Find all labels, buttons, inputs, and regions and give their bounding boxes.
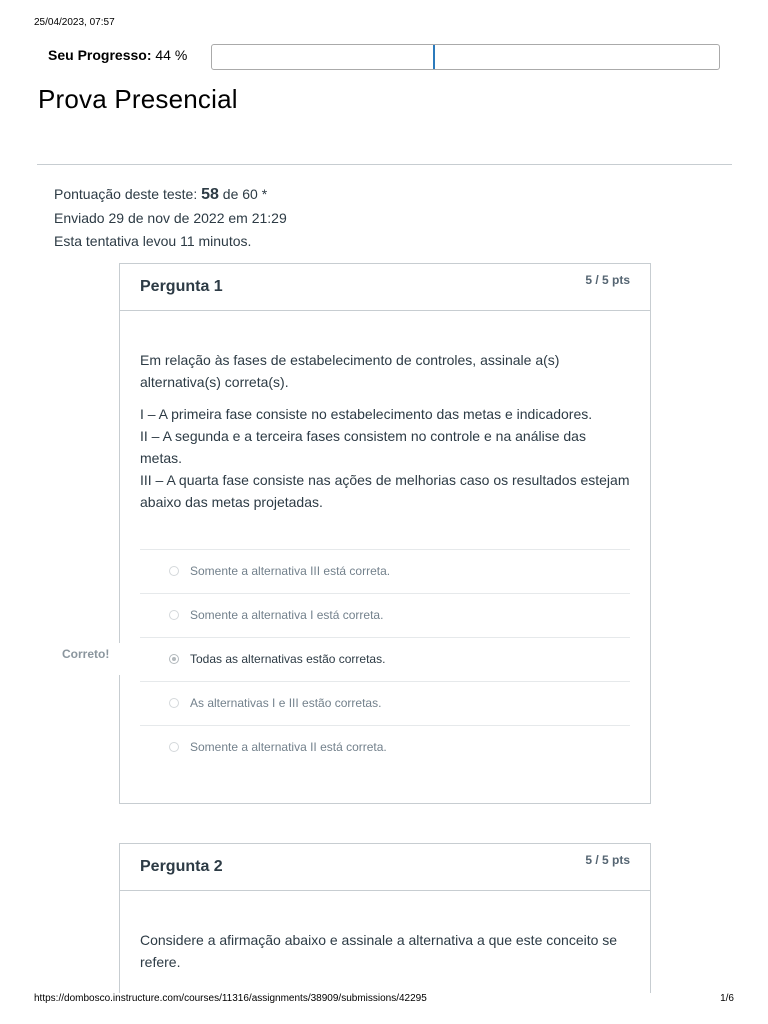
- question-paragraph: Considere a afirmação abaixo e assinale a alternativa a que este conceito se refere.: [140, 932, 618, 970]
- question-card-2: [119, 843, 651, 993]
- question-text: [140, 929, 630, 973]
- duration-line: Esta tentativa levou 11 minutos.: [54, 233, 252, 249]
- question-header: [120, 264, 650, 311]
- answer-text: Somente a alternativa I está correta.: [190, 608, 384, 622]
- progress-label: [48, 47, 187, 63]
- progress-section: [48, 44, 722, 72]
- score-value: 58: [201, 186, 219, 203]
- answer-option[interactable]: [140, 550, 630, 594]
- answer-option-selected[interactable]: [62, 638, 630, 682]
- quiz-summary: [54, 183, 287, 254]
- question-paragraph: I – A primeira fase consiste no estabelecimento das metas e indicadores. II – A segunda e a terceira fases consistem no controle e na análise das metas. III – A quarta fase consiste nas ações de melhorias caso os resultados estejam abaixo das metas projetadas.: [140, 406, 630, 510]
- answer-text: Somente a alternativa III está correta.: [190, 564, 391, 578]
- question-points: 5 / 5 pts: [585, 273, 630, 287]
- answer-option[interactable]: [140, 594, 630, 638]
- answer-text: Todas as alternativas estão corretas.: [190, 652, 386, 666]
- answer-text: Somente a alternativa II está correta.: [190, 740, 387, 754]
- print-footer-url: https://dombosco.instructure.com/courses/11316/assignments/38909/submissions/42295: [34, 993, 427, 1004]
- question-points: 5 / 5 pts: [585, 853, 630, 867]
- question-title: Pergunta 1: [140, 278, 223, 295]
- print-date: 25/04/2023, 07:57: [34, 17, 115, 28]
- answer-option[interactable]: [140, 682, 630, 726]
- question-header: [120, 844, 650, 891]
- progress-bar: [211, 44, 720, 70]
- submitted-line: Enviado 29 de nov de 2022 em 21:29: [54, 209, 287, 226]
- progress-fill: [212, 45, 435, 69]
- question-text: [140, 349, 630, 513]
- score-suffix: de 60 *: [222, 186, 268, 202]
- title-divider: [37, 164, 732, 165]
- radio-button[interactable]: [169, 698, 179, 708]
- question-card-1: [62, 263, 651, 804]
- correct-flag: Correto!: [62, 643, 142, 675]
- question-title: Pergunta 2: [140, 858, 223, 875]
- radio-button[interactable]: [169, 742, 179, 752]
- page-title: Prova Presencial: [38, 84, 238, 114]
- answer-list: [62, 549, 630, 769]
- answer-text: As alternativas I e III estão corretas.: [190, 696, 382, 710]
- answer-option[interactable]: [140, 726, 630, 769]
- progress-label-text: Seu Progresso:: [48, 47, 152, 63]
- score-prefix: Pontuação deste teste:: [54, 186, 198, 202]
- print-footer-page: 1/6: [720, 993, 734, 1004]
- progress-value: 44 %: [155, 47, 188, 63]
- question-paragraph: Em relação às fases de estabelecimento de controles, assinale a(s) alternativa(s) correta(s).: [140, 352, 560, 390]
- radio-button-selected[interactable]: [169, 654, 179, 664]
- score-line: [54, 183, 287, 207]
- radio-button[interactable]: [169, 566, 179, 576]
- radio-button[interactable]: [169, 610, 179, 620]
